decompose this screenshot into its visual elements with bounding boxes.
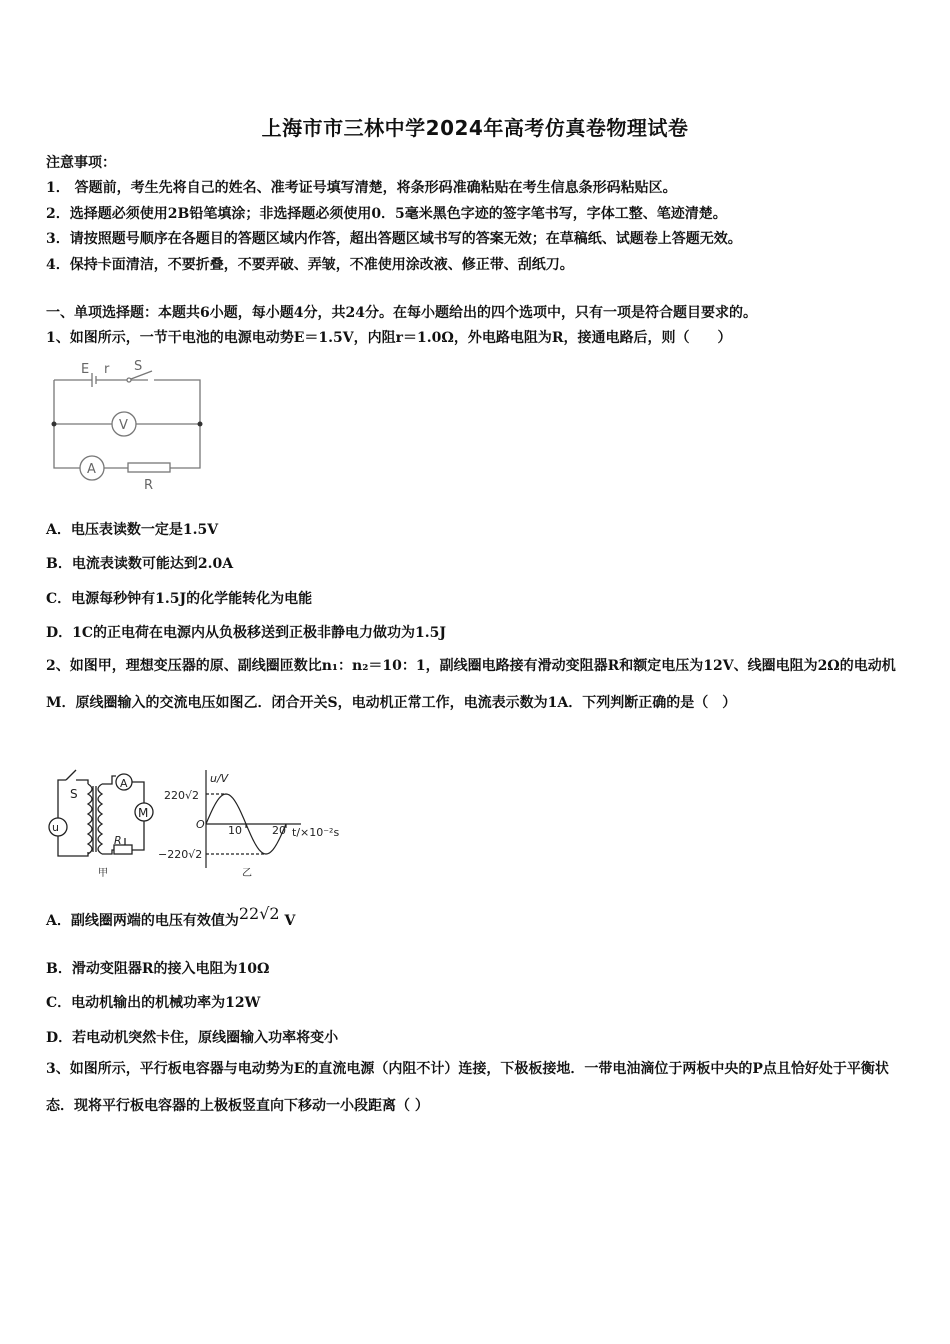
graph-tick-10: 10: [228, 824, 242, 837]
notice-item: 1． 答题前，考生先将自己的姓名、准考证号填写清楚，将条形码准确粘贴在考生信息条形码粘贴区。: [46, 180, 677, 196]
graph-y-axis-label: u/V: [210, 772, 229, 785]
graph-tick-20: 20: [272, 824, 286, 837]
notice-item: 3．请按照题号顺序在各题目的答题区域内作答，超出答题区域书写的答案无效；在草稿纸、试题卷上答题无效。: [46, 231, 742, 247]
question-1-circuit-figure: [40, 356, 220, 496]
q2-option-d: D．若电动机突然卡住，原线圈输入功率将变小: [46, 1030, 339, 1046]
graph-peak-positive: 220√2: [164, 789, 200, 802]
label-E: E: [81, 362, 90, 377]
q1-option-d: D．1C的正电荷在电源内从负极移送到正极非静电力做功为1.5J: [46, 625, 447, 641]
page-title: 上海市市三林中学2024年高考仿真卷物理试卷: [261, 116, 689, 140]
graph-peak-negative: −220√2: [158, 848, 203, 861]
label-A: A: [87, 462, 96, 477]
q2-option-a-text: A．副线圈两端的电压有效值为: [46, 913, 239, 929]
q2-option-a-value: [239, 904, 280, 923]
label-R: R: [144, 478, 154, 493]
q2-option-a-number: 22: [238, 904, 260, 923]
notice-item: 2．选择题必须使用2B铅笔填涂；非选择题必须使用0．5毫米黑色字迹的签字笔书写，字体工整、笔迹清楚。: [46, 206, 727, 222]
q2-option-c: C．电动机输出的机械功率为12W: [46, 995, 261, 1011]
label-resistor-R: R: [114, 834, 122, 847]
notice-item: 4．保持卡面清洁，不要折叠，不要弄破、弄皱，不准使用涂改液、修正带、刮纸刀。: [46, 257, 574, 273]
graph-origin: O: [196, 818, 205, 831]
q2-option-b: B．滑动变阻器R的接入电阻为10Ω: [46, 961, 270, 977]
label-yi: 乙: [242, 868, 252, 879]
label-jia: 甲: [98, 868, 108, 879]
question-2-figure: [46, 768, 356, 880]
q2-option-a-unit: V: [279, 913, 296, 929]
label-ammeter-A: A: [120, 777, 128, 790]
question-3-stem: 3、如图所示，平行板电容器与电动势为E的直流电源（内阻不计）连接，下极板接地．一带电油滴位于两板中央的P点且恰好处于平衡状态．现将平行板电容器的上极板竖直向下移动一小段距离（ ）: [46, 1061, 889, 1114]
label-r: r: [104, 362, 110, 377]
q2-option-a: [46, 904, 296, 930]
q2-option-a-radical: √2: [259, 904, 280, 923]
notice-heading: 注意事项：: [46, 155, 116, 171]
graph-x-axis-label: t/×10⁻²s: [292, 826, 340, 839]
section-heading: 一、单项选择题：本题共6小题，每小题4分，共24分。在每小题给出的四个选项中，只有一项是符合题目要求的。: [46, 305, 757, 321]
q1-option-a: A．电压表读数一定是1.5V: [46, 522, 219, 538]
q1-option-c: C．电源每秒钟有1.5J的化学能转化为电能: [46, 591, 313, 607]
label-switch-S: S: [70, 787, 78, 801]
label-motor-M: M: [138, 806, 149, 820]
q1-option-b: B．电流表读数可能达到2.0A: [46, 556, 234, 572]
label-S: S: [134, 359, 143, 374]
label-V: V: [119, 418, 128, 433]
label-source-u: u: [52, 821, 59, 834]
question-2-stem: 2、如图甲，理想变压器的原、副线圈匝数比n₁：n₂＝10：1，副线圈电路接有滑动变阻器R和额定电压为12V、线圈电阻为2Ω的电动机M．原线圈输入的交流电压如图乙．闭合开关S，电动机正常工作，电流表示数为1A．下列判断正确的是（ ）: [46, 658, 896, 711]
question-1-stem: 1、如图所示，一节干电池的电源电动势E＝1.5V，内阻r＝1.0Ω，外电路电阻为R，接通电路后，则（ ）: [46, 330, 732, 346]
